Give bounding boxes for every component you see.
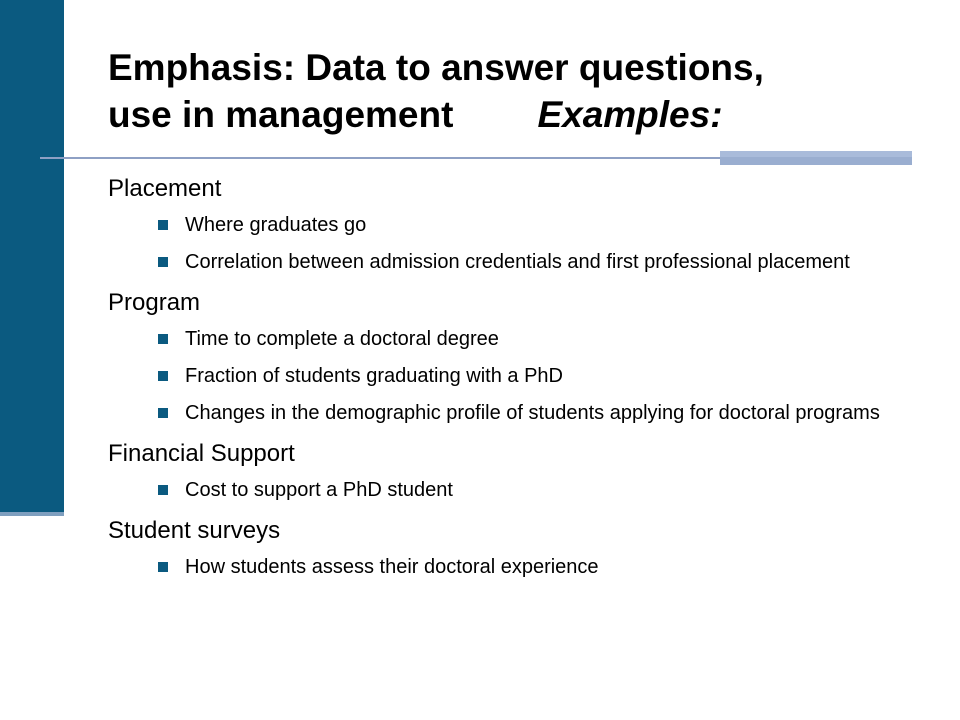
list-item xyxy=(108,400,928,426)
list-item xyxy=(108,477,928,503)
square-bullet-icon xyxy=(158,485,168,495)
title-examples: Examples: xyxy=(537,94,723,135)
section-heading-financial-support: Financial Support xyxy=(108,440,295,467)
placement-list xyxy=(108,212,928,275)
left-accent-bar-shadow xyxy=(0,512,64,516)
square-bullet-icon xyxy=(158,408,168,418)
left-accent-bar xyxy=(0,0,64,512)
list-item-text: Changes in the demographic profile of students applying for doctoral programs xyxy=(185,402,880,424)
square-bullet-icon xyxy=(158,220,168,230)
square-bullet-icon xyxy=(158,562,168,572)
section-heading-student-surveys: Student surveys xyxy=(108,517,281,544)
list-item-text: Correlation between admission credentials and first professional placement xyxy=(185,251,850,273)
square-bullet-icon xyxy=(158,371,168,381)
list-item xyxy=(108,363,928,389)
list-item-text: Cost to support a PhD student xyxy=(185,479,453,501)
section-heading-placement: Placement xyxy=(108,175,222,202)
program-list xyxy=(108,326,928,426)
list-item-text: How students assess their doctoral experience xyxy=(185,556,599,578)
list-item xyxy=(108,249,928,275)
list-item xyxy=(108,212,928,238)
student-surveys-list xyxy=(108,554,928,580)
title-line-2 xyxy=(108,91,928,138)
title-line-2-text: use in management xyxy=(108,94,454,135)
list-item-text: Time to complete a doctoral degree xyxy=(185,328,499,350)
title-line-1: Emphasis: Data to answer questions, xyxy=(108,47,764,88)
list-item xyxy=(108,554,928,580)
list-item-text: Fraction of students graduating with a PhD xyxy=(185,365,563,387)
slide-content xyxy=(108,172,928,591)
list-item xyxy=(108,326,928,352)
title-divider-block-highlight xyxy=(720,151,912,157)
square-bullet-icon xyxy=(158,257,168,267)
financial-support-list xyxy=(108,477,928,503)
square-bullet-icon xyxy=(158,334,168,344)
section-heading-program: Program xyxy=(108,289,201,316)
slide-title xyxy=(108,44,928,138)
list-item-text: Where graduates go xyxy=(185,214,367,236)
